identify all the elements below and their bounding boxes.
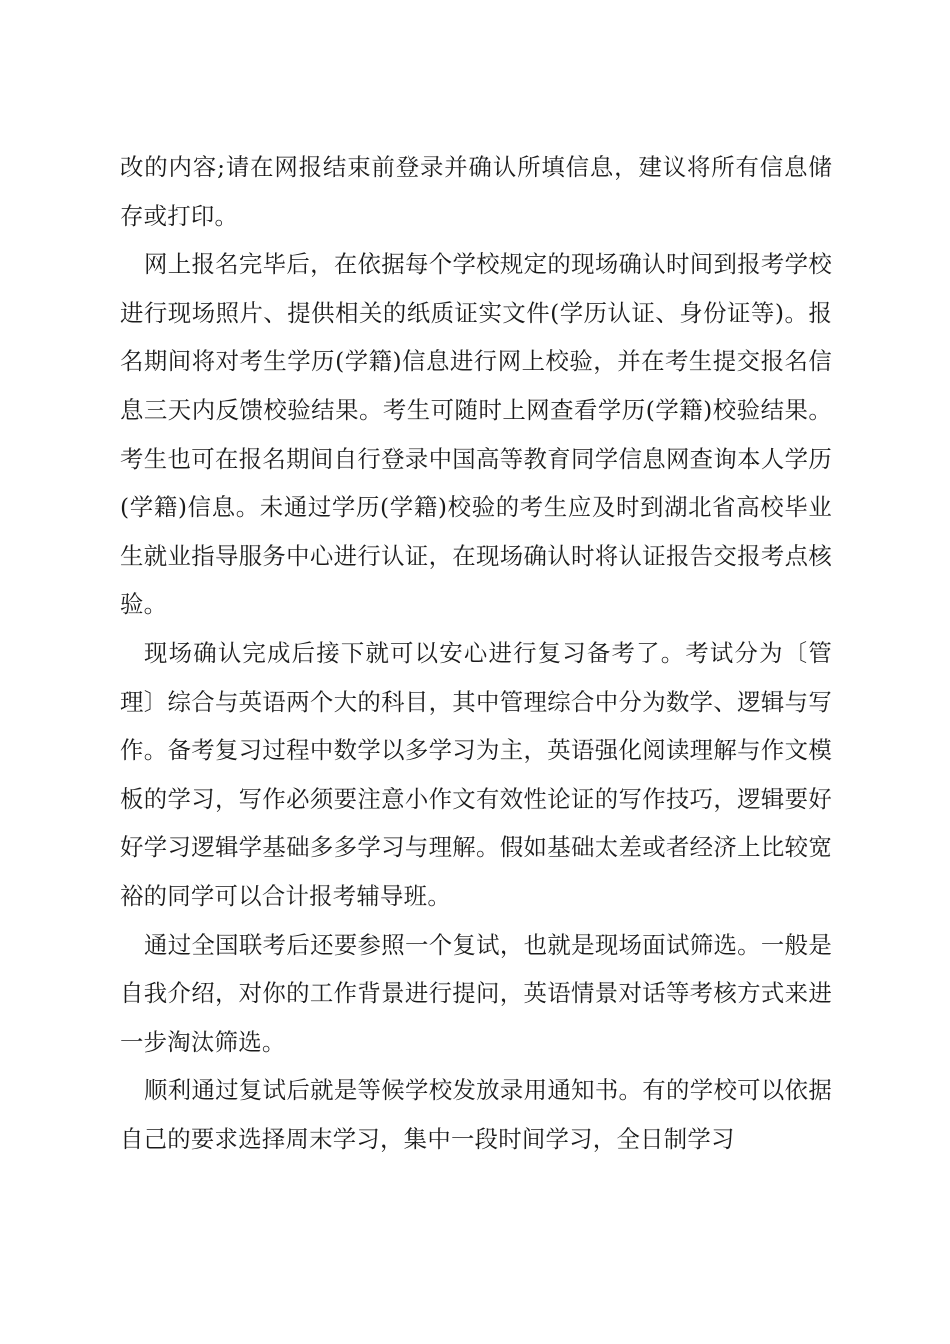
document-body (120, 143, 832, 1163)
paragraph-2: 网上报名完毕后，在依据每个学校规定的现场确认时间到报考学校进行现场照片、提供相关的纸质证实文件(学历认证、身份证等)。报名期间将对考生学历(学籍)信息进行网上校验，并在考生提交报名信息三天内反馈校验结果。考生可随时上网查看学历(学籍)校验结果。考生也可在报名期间自行登录中国高等教育同学信息网查询本人学历(学籍)信息。未通过学历(学籍)校验的考生应及时到湖北省高校毕业生就业指导服务中心进行认证，在现场确认时将认证报告交报考点核验。 (120, 250, 832, 619)
paragraph-4: 通过全国联考后还要参照一个复试，也就是现场面试筛选。一般是自我介绍，对你的工作背景进行提问，英语情景对话等考核方式来进一步淘汰筛选。 (120, 930, 832, 1056)
paragraph-1: 改的内容;请在网报结束前登录并确认所填信息，建议将所有信息储存或打印。 (120, 153, 832, 230)
paragraph-3: 现场确认完成后接下就可以安心进行复习备考了。考试分为〔管理〕综合与英语两个大的科目，其中管理综合中分为数学、逻辑与写作。备考复习过程中数学以多学习为主，英语强化阅读理解与作文模板的学习，写作必须要注意小作文有效性论证的写作技巧，逻辑要好好学习逻辑学基础多多学习与理解。假如基础太差或者经济上比较宽裕的同学可以合计报考辅导班。 (120, 638, 832, 910)
paragraph-5: 顺利通过复试后就是等候学校发放录用通知书。有的学校可以依据自己的要求选择周末学习，集中一段时间学习，全日制学习 (120, 1076, 832, 1153)
